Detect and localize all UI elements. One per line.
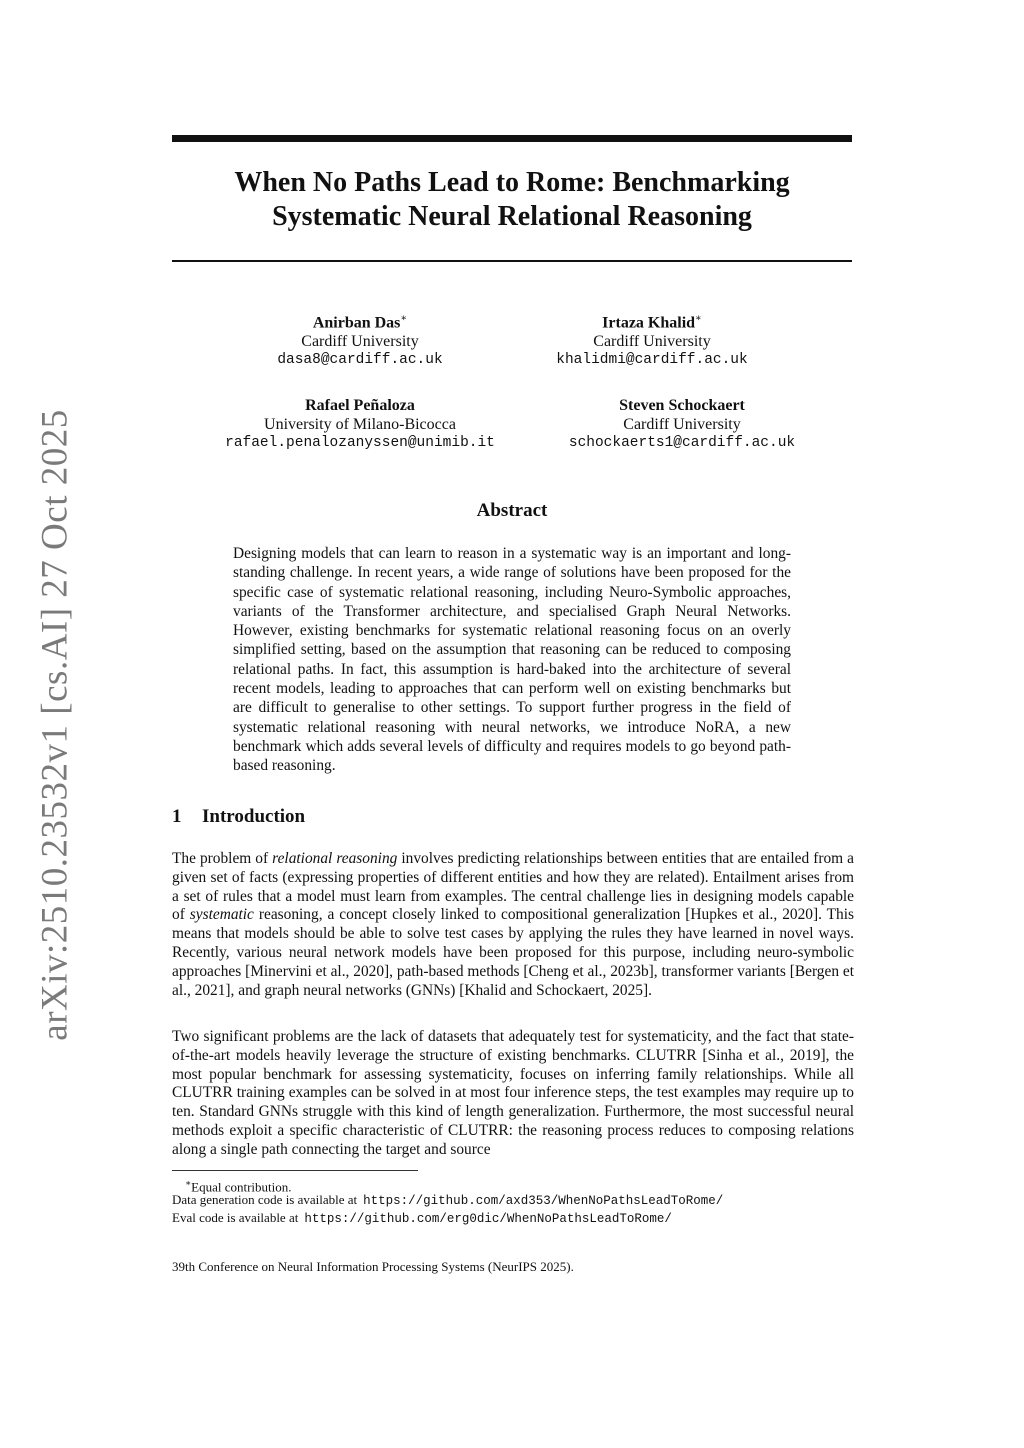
author-name: Anirban Das∗ xyxy=(312,313,408,332)
footnote-rule xyxy=(172,1170,418,1171)
author-affiliation: Cardiff University xyxy=(593,333,711,351)
footnote-eval-code: Eval code is available at https://github.com/erg0dic/WhenNoPathsLeadToRome/ xyxy=(172,1210,672,1226)
equal-contribution-mark: ∗ xyxy=(695,313,702,324)
author-block-4 xyxy=(512,396,852,453)
author-email: rafael.penalozanyssen@unimib.it xyxy=(225,435,495,451)
paper-title xyxy=(172,166,852,234)
arxiv-identifier: arXiv:2510.23532v1 [cs.AI] 27 Oct 2025 xyxy=(34,409,76,1041)
title-line-2: Systematic Neural Relational Reasoning xyxy=(272,201,752,232)
author-email: dasa8@cardiff.ac.uk xyxy=(277,352,443,369)
intro-paragraph-1: The problem of relational reasoning involves predicting relationships between entities that are entailed from a given set of facts (expressing properties of different entities and how they are related). Entailment arises from a set of rules that a model must learn from examples. The central challenge lies in designing models capable of systematic reasoning, a concept closely linked to compositional generalization [Hupkes et al., 2020]. This means that models should be able to solve test cases by applying the rules they have learned in novel ways. Recently, various neural network models have been proposed for this purpose, including neuro-symbolic approaches [Minervini et al., 2020], path-based methods [Cheng et al., 2023b], transformer variants [Bergen et al., 2021], and graph neural networks (GNNs) [Khalid and Schockaert, 2025]. xyxy=(172,850,854,999)
abstract-text: Designing models that can learn to reason in a systematic way is an important and long-standing challenge. In recent years, a wide range of solutions have been proposed for the specific case of systematic relational reasoning, including Neuro-Symbolic approaches, variants of the Transformer architecture, and specialised Graph Neural Networks. However, existing benchmarks for systematic relational reasoning focus on an overly simplified setting, based on the assumption that reasoning can be reduced to composing relational paths. In fact, this assumption is hard-baked into the architecture of several recent models, leading to approaches that can perform well on existing benchmarks but are difficult to generalise to other settings. To support further progress in the field of systematic relational reasoning with neural networks, we introduce NoRA, a new benchmark which adds several levels of difficulty and requires models to go beyond path-based reasoning. xyxy=(233,545,791,775)
author-name: Steven Schockaert xyxy=(619,397,745,414)
author-block-1 xyxy=(190,309,530,370)
footnote-equal-contribution: ∗Equal contribution. xyxy=(185,1178,292,1195)
title-bottom-rule xyxy=(172,260,852,262)
title-line-1: When No Paths Lead to Rome: Benchmarking xyxy=(234,167,790,198)
author-affiliation: University of Milano-Bicocca xyxy=(264,416,456,433)
author-block-2 xyxy=(482,309,822,370)
author-affiliation: Cardiff University xyxy=(623,416,741,433)
section-heading xyxy=(172,806,305,828)
emphasis-relational-reasoning: relational reasoning xyxy=(272,850,398,867)
venue-note: 39th Conference on Neural Information Processing Systems (NeurIPS 2025). xyxy=(172,1259,574,1274)
footnote-data-code: Data generation code is available at https://github.com/axd353/WhenNoPathsLeadToRome/ xyxy=(172,1192,724,1208)
abstract-heading: Abstract xyxy=(476,500,548,521)
data-code-link[interactable]: https://github.com/axd353/WhenNoPathsLeadToRome/ xyxy=(363,1194,724,1208)
section-title: Introduction xyxy=(202,806,306,827)
intro-paragraph-2: Two significant problems are the lack of datasets that adequately test for systematicity, and the fact that state-of-the-art models heavily leverage the structure of existing benchmarks. CLUTRR [Sinha et al., 2019], the most popular benchmark for assessing systematicity, focuses on inferring family relationships. While all CLUTRR training examples can be solved in at most four inference steps, the test examples may require up to ten. Standard GNNs struggle with this kind of length generalization. Furthermore, the most successful neural methods exploit a specific characteristic of CLUTRR: the reasoning process reduces to composing relations along a single path connecting the target and source xyxy=(172,1028,854,1158)
section-number: 1 xyxy=(172,806,182,827)
eval-code-link[interactable]: https://github.com/erg0dic/WhenNoPathsLeadToRome/ xyxy=(304,1212,672,1226)
author-affiliation: Cardiff University xyxy=(301,333,419,351)
author-name: Rafael Peñaloza xyxy=(305,397,415,414)
title-top-rule xyxy=(172,135,852,142)
emphasis-systematic: systematic xyxy=(189,906,254,924)
author-name: Irtaza Khalid∗ xyxy=(602,313,702,332)
author-email: khalidmi@cardiff.ac.uk xyxy=(556,352,748,369)
author-block-3 xyxy=(190,396,530,453)
equal-contribution-mark: ∗ xyxy=(400,313,408,324)
author-email: schockaerts1@cardiff.ac.uk xyxy=(568,435,796,451)
